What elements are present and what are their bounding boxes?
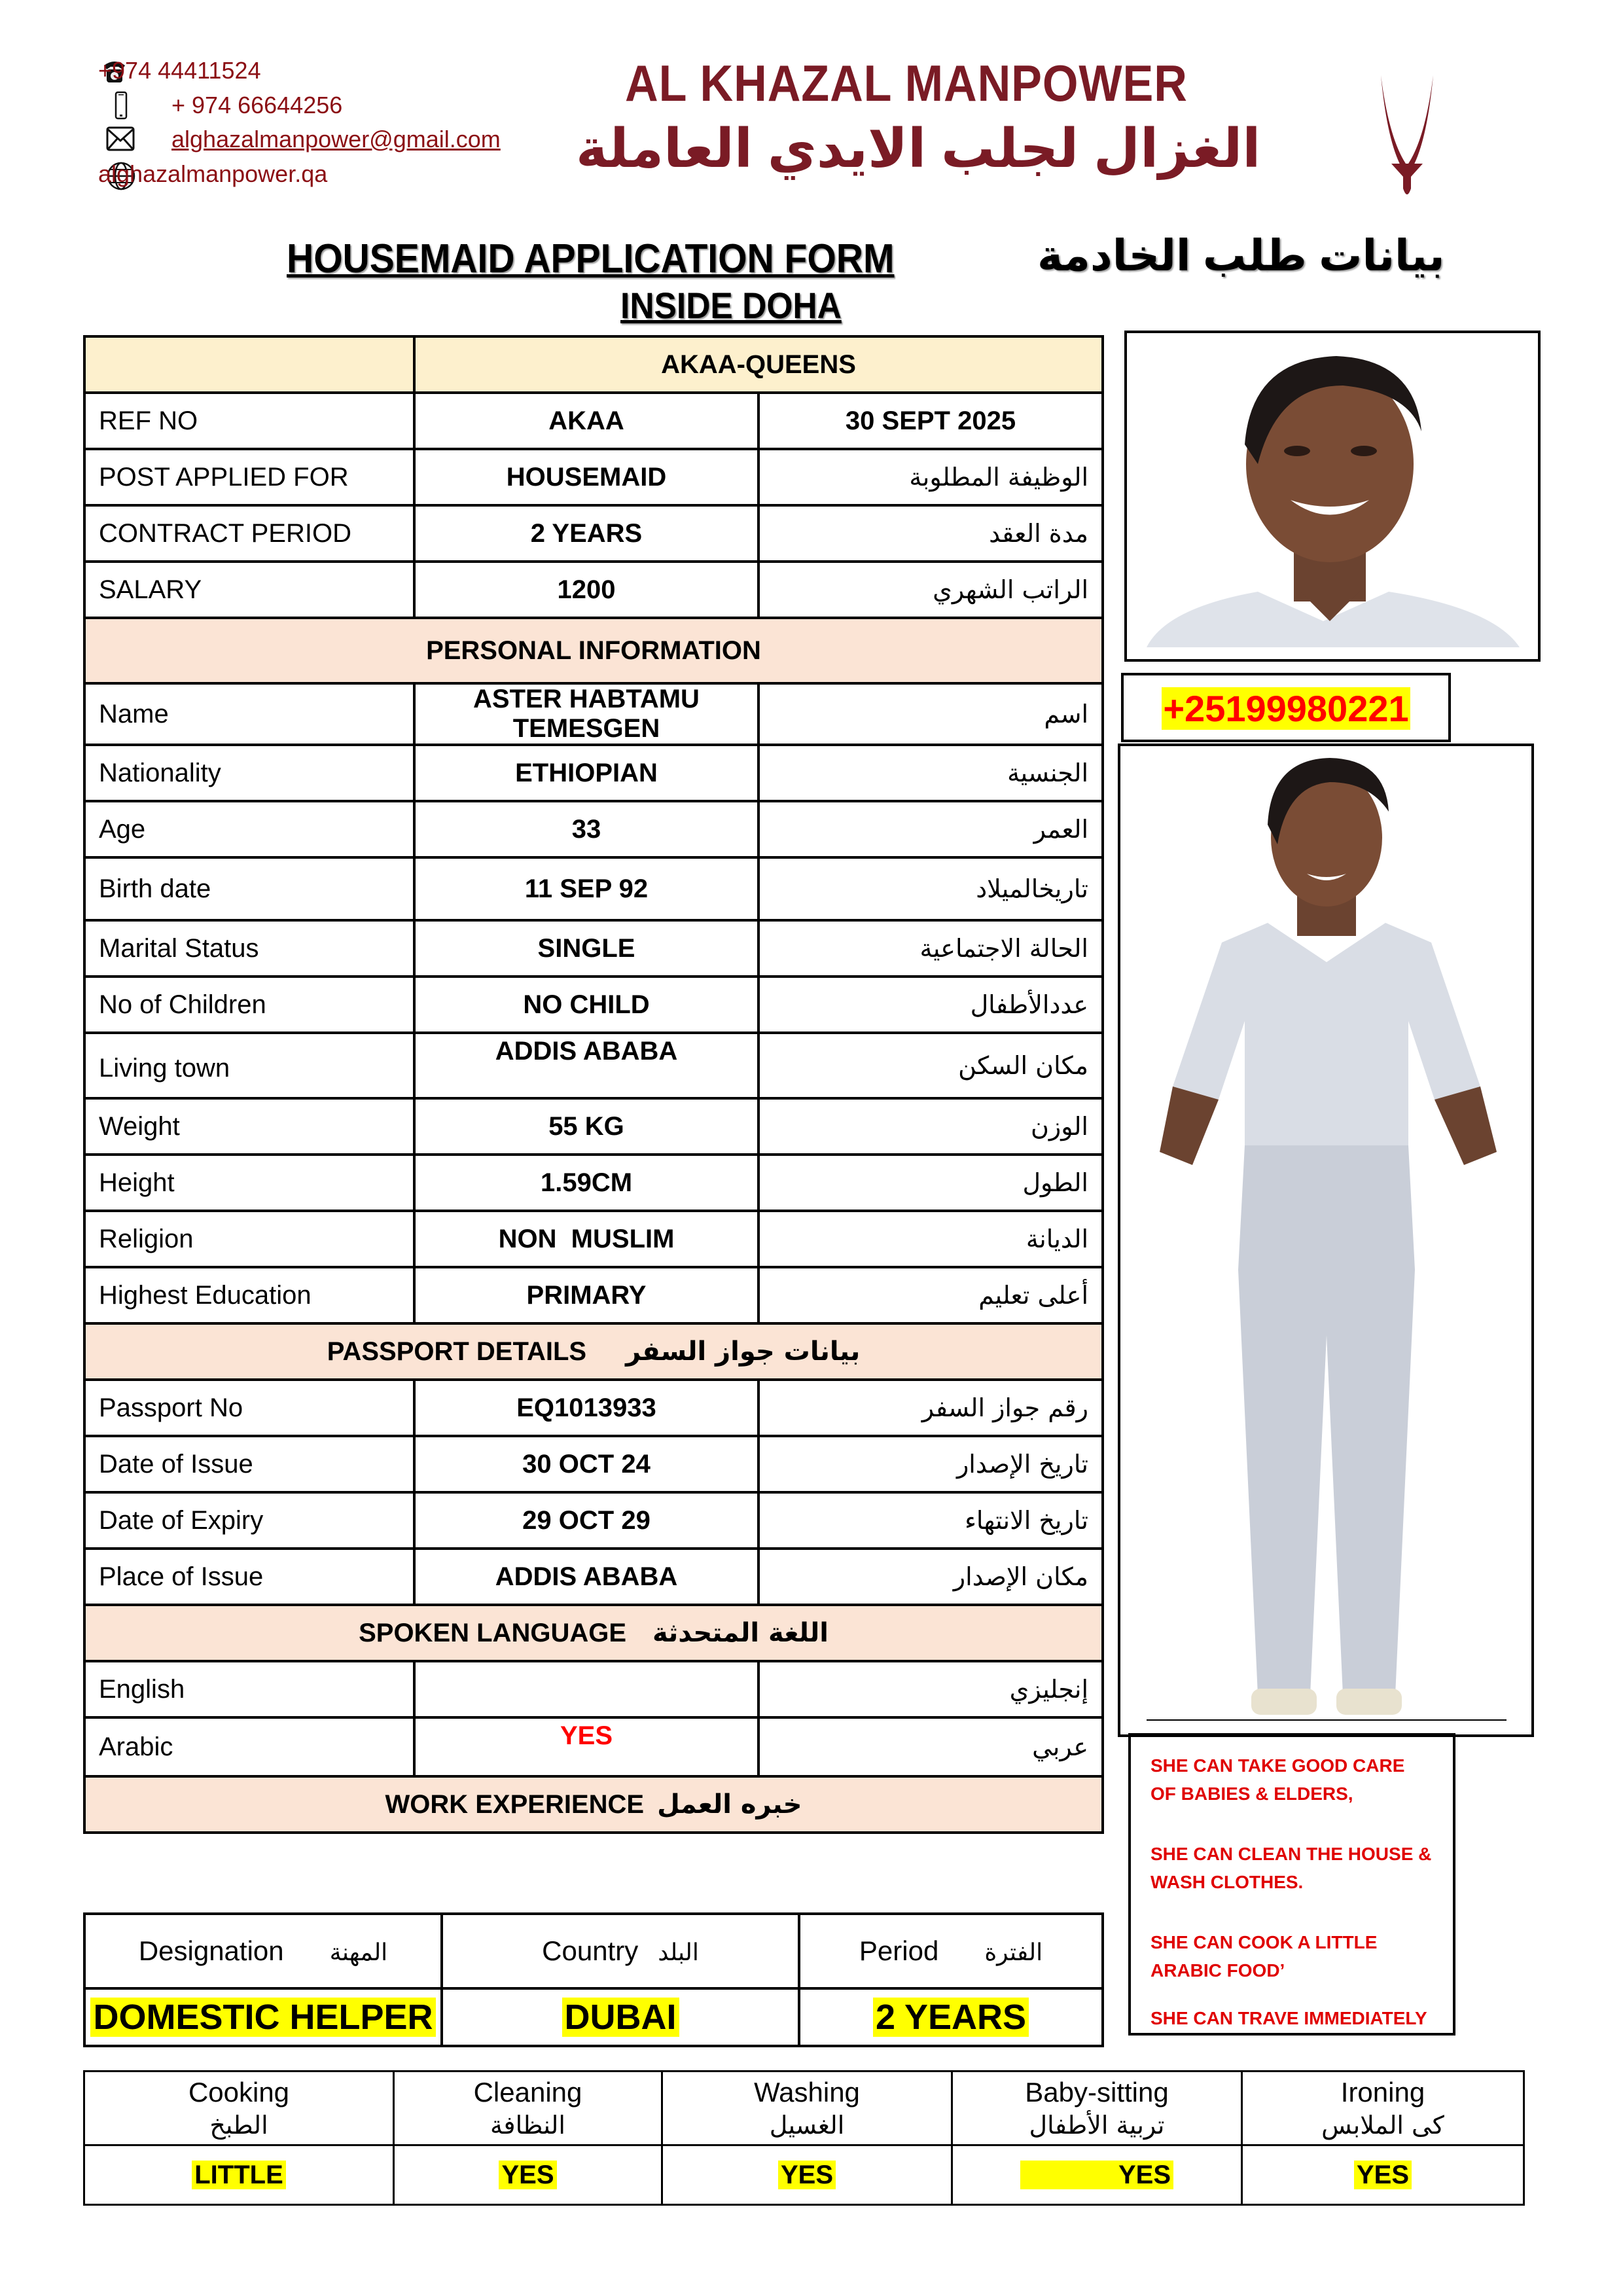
personal-row: Religion NON MUSLIM الديانة [84, 1211, 1103, 1267]
personal-row: Nationality ETHIOPIAN الجنسية [84, 745, 1103, 801]
personal-row: Living town ADDIS ABABA مكان السكن [84, 1033, 1103, 1098]
language-row: Arabic YES عربي [84, 1717, 1103, 1776]
work-experience-table [83, 1912, 1104, 2047]
personal-row: No of Children NO CHILD عددالأطفال [84, 977, 1103, 1033]
form-subtitle: INSIDE DOHA [620, 285, 842, 326]
personal-row: Name ASTER HABTAMU TEMESGEN اسم [84, 683, 1103, 745]
skills-header-row: Cooking الطبخ Cleaning النظافة Washing الغسيل Baby-sitting تربية الأطفال Ironing كى الملابس [84, 2072, 1524, 2145]
ref-value: AKAA [414, 393, 758, 449]
section-experience: WORK EXPERIENCE خبره العمل [84, 1776, 1103, 1833]
headshot-image [1127, 333, 1538, 659]
ref-row [84, 393, 1103, 449]
personal-row: Weight 55 KG الوزن [84, 1098, 1103, 1155]
skills-table [83, 2070, 1525, 2206]
full-body-photo [1118, 744, 1534, 1737]
passport-row: Date of Issue 30 OCT 24 تاريخ الإصدار [84, 1436, 1103, 1492]
application-table [83, 335, 1104, 1834]
note-item: SHE CAN COOK A LITTLE ARABIC FOOD’ [1150, 1931, 1378, 1981]
job-row: SALARY 1200 الراتب الشهري [84, 562, 1103, 618]
note-item: SHE CAN TAKE GOOD CARE OF BABIES & ELDERS, [1150, 1755, 1405, 1804]
brand-name-ar: الغزال لجلب الايدي العاملة [576, 119, 1261, 179]
form-title: HOUSEMAID APPLICATION FORM [287, 236, 895, 281]
note-item: SHE CAN CLEAN THE HOUSE & WASH CLOTHES. [1150, 1843, 1432, 1893]
section-personal: PERSONAL INFORMATION [84, 618, 1103, 683]
brand-name-en: AL KHAZAL MANPOWER [625, 54, 1188, 112]
mobile-phone-icon [115, 91, 128, 120]
agency-code: AKAA-QUEENS [414, 336, 1103, 393]
section-passport: PASSPORT DETAILS بيانات جواز السفر [84, 1323, 1103, 1380]
personal-row: Birth date 11 SEP 92 تاريخالميلاد [84, 857, 1103, 920]
language-row: English إنجليزي [84, 1661, 1103, 1717]
personal-row: Marital Status SINGLE الحالة الاجتماعية [84, 920, 1103, 977]
agency-row [84, 336, 1103, 393]
passport-row: Passport No EQ1013933 رقم جواز السفر [84, 1380, 1103, 1436]
ref-date: 30 SEPT 2025 [758, 393, 1103, 449]
personal-row: Highest Education PRIMARY أعلى تعليم [84, 1267, 1103, 1323]
experience-row: DOMESTIC HELPER DUBAI 2 YEARS [84, 1988, 1103, 2046]
envelope-icon [106, 126, 135, 151]
job-row: CONTRACT PERIOD 2 YEARS مدة العقد [84, 505, 1103, 562]
job-row: POST APPLIED FOR HOUSEMAID الوظيفة المطلوبة [84, 449, 1103, 505]
ref-label: REF NO [84, 393, 414, 449]
personal-row: Age 33 العمر [84, 801, 1103, 857]
candidate-phone[interactable]: +25199980221 [1163, 688, 1409, 729]
candidate-notes [1128, 1733, 1455, 2036]
gazelle-logo-icon [1374, 72, 1440, 203]
note-item: SHE CAN TRAVE IMMEDIATELY [1150, 2008, 1427, 2029]
form-title-ar: بيانات طلب الخادمة [1037, 231, 1445, 279]
section-language: SPOKEN LANGUAGE اللغة المتحدثة [84, 1605, 1103, 1661]
candidate-phone-box [1121, 673, 1451, 742]
experience-header-row: Designation المهنة Country البلد Period الفترة [84, 1914, 1103, 1988]
passport-row: Place of Issue ADDIS ABABA مكان الإصدار [84, 1549, 1103, 1605]
passport-row: Date of Expiry 29 OCT 29 تاريخ الانتهاء [84, 1492, 1103, 1549]
headshot-photo [1124, 331, 1541, 662]
skills-value-row: LITTLE YES YES YES YES [84, 2145, 1524, 2205]
personal-row: Height 1.59CM الطول [84, 1155, 1103, 1211]
full-body-image [1120, 746, 1531, 1734]
